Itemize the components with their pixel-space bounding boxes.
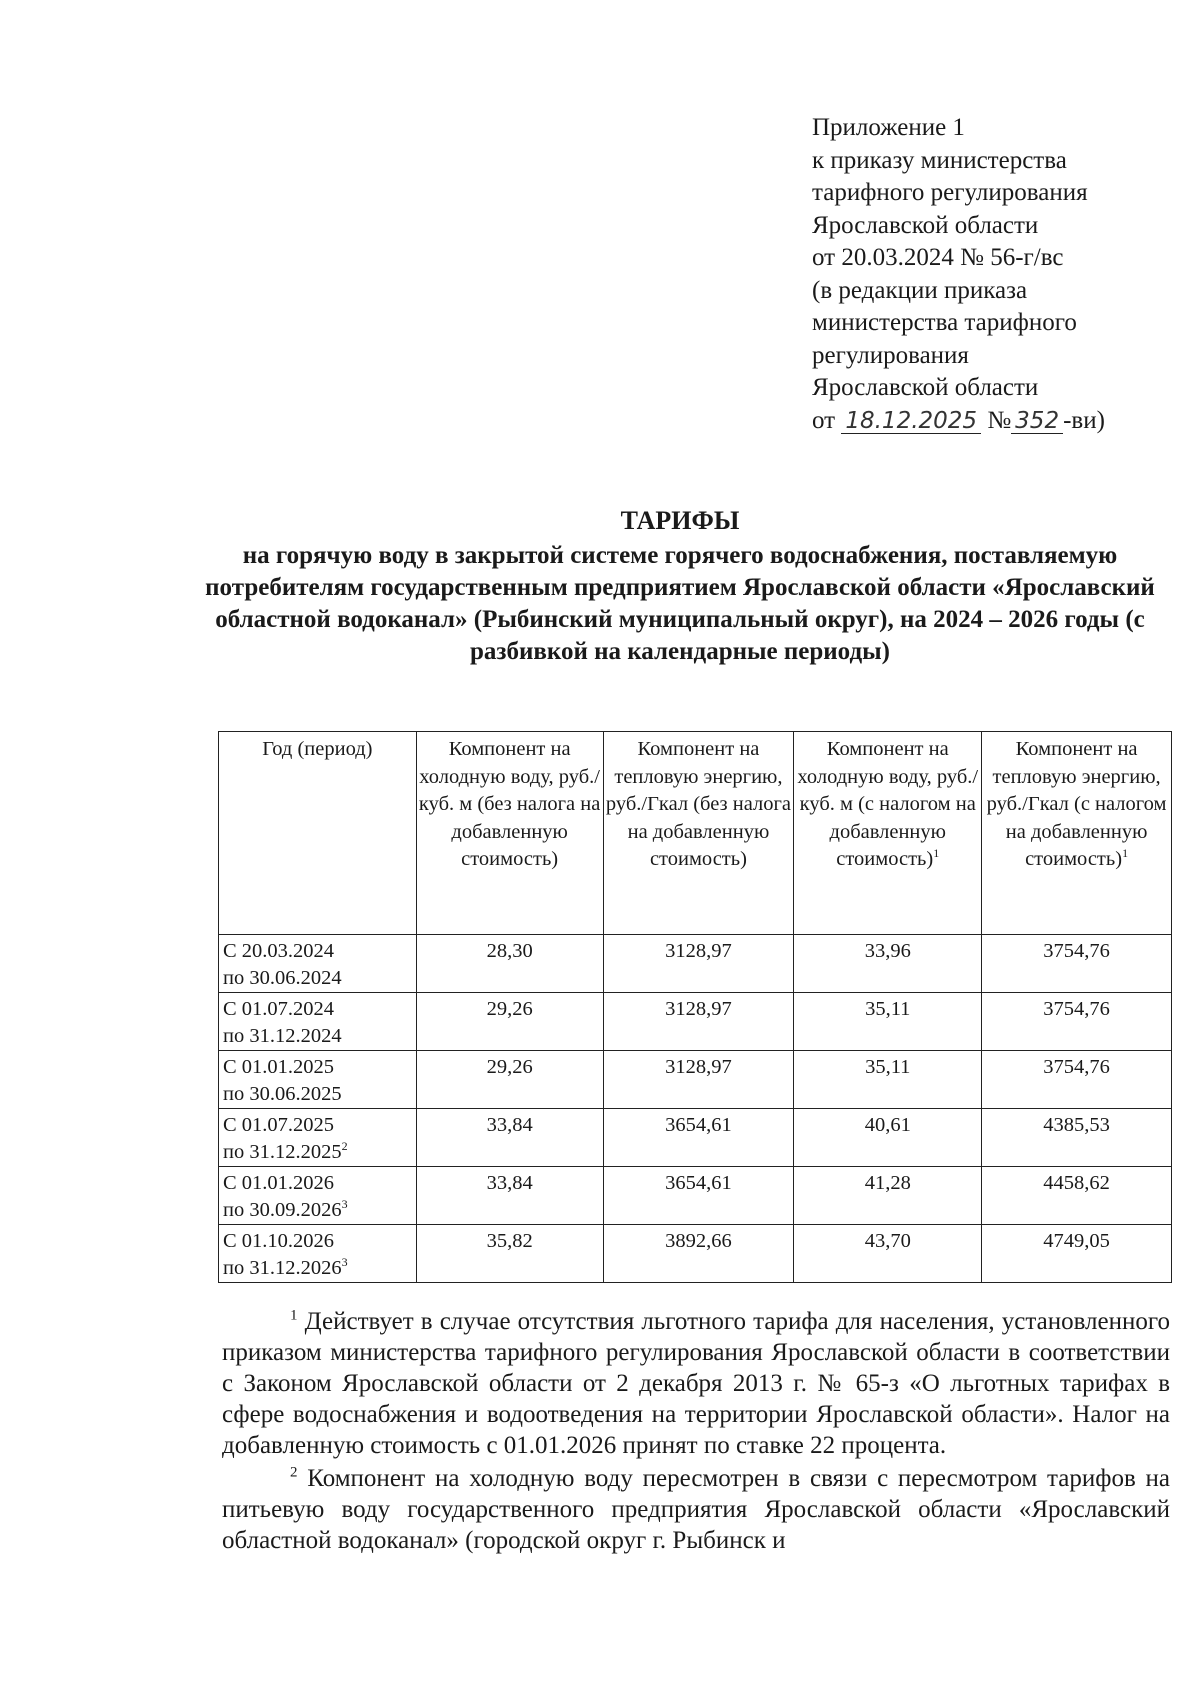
footnote-text: Действует в случае отсутствия льготного тарифа для населения, установленного приказом министерства тарифного регулирования Ярославской области в соответствии с Законом Ярославской области от 2 декабря 2013 г. № 65-з «О льготных тарифах в сфере водоснабжения и водоотведения на территории Ярославской области». Налог на добавленную стоимость с 01.01.2026 принят по ставке 22 процента. xyxy=(222,1308,1171,1459)
title-main: ТАРИФЫ xyxy=(620,506,740,535)
value-cell: 3754,76 xyxy=(982,993,1172,1051)
footnotes xyxy=(222,1306,1170,1558)
appendix-block xyxy=(812,112,1105,437)
value-cell: 33,96 xyxy=(794,935,982,993)
column-header: Год (период) xyxy=(219,732,417,935)
column-header: Компонент на тепловую энергию, руб./Гкал (без налога на добавленную стоимость) xyxy=(603,732,794,935)
table-row xyxy=(219,993,1172,1051)
appendix-last-line xyxy=(812,405,1105,438)
value-cell: 3892,66 xyxy=(603,1225,794,1283)
appendix-prefix: от xyxy=(812,406,836,434)
appendix-line: тарифного регулирования xyxy=(812,179,1088,206)
table-row xyxy=(219,1167,1172,1225)
value-cell: 35,82 xyxy=(416,1225,603,1283)
value-cell: 41,28 xyxy=(794,1167,982,1225)
appendix-line: (в редакции приказа xyxy=(812,276,1028,304)
footnote xyxy=(222,1463,1170,1556)
value-cell: 35,11 xyxy=(794,993,982,1051)
value-cell: 4385,53 xyxy=(982,1109,1172,1167)
value-cell: 33,84 xyxy=(416,1109,603,1167)
handwritten-number: 352 xyxy=(1011,409,1063,434)
value-cell: 3128,97 xyxy=(603,1051,794,1109)
value-cell: 29,26 xyxy=(416,993,603,1051)
tariff-table xyxy=(218,731,1172,1283)
table-row xyxy=(219,1225,1172,1283)
value-cell: 3128,97 xyxy=(603,993,794,1051)
table-header-row xyxy=(219,732,1172,935)
period-cell: С 01.01.2026 по 30.09.2026$^3$ xyxy=(219,1167,417,1225)
column-header: Компонент на тепловую энергию, руб./Гкал (с налогом на добавленную стоимость)$^1$ xyxy=(982,732,1172,935)
value-cell: 3654,61 xyxy=(603,1167,794,1225)
appendix-suffix: -ви) xyxy=(1063,406,1105,434)
footnote-text: Компонент на холодную воду пересмотрен в связи с пересмотром тарифов на питьевую воду государственного предприятия Ярославской области «Ярославский областной водоканал» (городской округ г. Рыбинск и xyxy=(222,1465,1171,1554)
footnote-mark: 2 xyxy=(290,1464,298,1481)
appendix-line: регулирования xyxy=(812,341,969,369)
appendix-line: Ярославской области xyxy=(812,211,1039,239)
column-header: Компонент на холодную воду, руб./ куб. м (с налогом на добавленную стоимость)$^1$ xyxy=(794,732,982,935)
value-cell: 3128,97 xyxy=(603,935,794,993)
column-header: Компонент на холодную воду, руб./ куб. м (без налога на добавленную стоимость) xyxy=(416,732,603,935)
period-cell: С 01.01.2025 по 30.06.2025 xyxy=(219,1051,417,1109)
value-cell: 43,70 xyxy=(794,1225,982,1283)
document-title xyxy=(200,505,1160,668)
appendix-line: Ярославской области xyxy=(812,374,1039,401)
period-cell: С 01.07.2024 по 31.12.2024 xyxy=(219,993,417,1051)
value-cell: 3754,76 xyxy=(982,1051,1172,1109)
handwritten-date: 18.12.2025 xyxy=(841,409,981,434)
footnote xyxy=(222,1306,1170,1461)
period-cell: С 01.10.2026 по 31.12.2026$^3$ xyxy=(219,1225,417,1283)
appendix-line: министерства тарифного xyxy=(812,309,1077,336)
table-row xyxy=(219,935,1172,993)
value-cell: 28,30 xyxy=(416,935,603,993)
period-cell: С 01.07.2025 по 31.12.2025$^2$ xyxy=(219,1109,417,1167)
value-cell: 4458,62 xyxy=(982,1167,1172,1225)
value-cell: 35,11 xyxy=(794,1051,982,1109)
appendix-line: Приложение 1 xyxy=(812,114,965,141)
footnote-mark: 1 xyxy=(290,1307,298,1324)
table-row xyxy=(219,1109,1172,1167)
value-cell: 40,61 xyxy=(794,1109,982,1167)
appendix-line: от 20.03.2024 № 56-г/вс xyxy=(812,244,1064,271)
value-cell: 3754,76 xyxy=(982,935,1172,993)
value-cell: 4749,05 xyxy=(982,1225,1172,1283)
table-row xyxy=(219,1051,1172,1109)
value-cell: 29,26 xyxy=(416,1051,603,1109)
title-subtitle: на горячую воду в закрытой системе горячего водоснабжения, поставляемую потребителям государственным предприятием Ярославской области «Ярославский областной водоканал» (Рыбинский муниципальный округ), на 2024 – 2026 годы (с разбивкой на календарные периоды) xyxy=(205,542,1155,665)
number-sign: № xyxy=(987,406,1012,434)
period-cell: С 20.03.2024 по 30.06.2024 xyxy=(219,935,417,993)
value-cell: 33,84 xyxy=(416,1167,603,1225)
appendix-line: к приказу министерства xyxy=(812,146,1067,174)
value-cell: 3654,61 xyxy=(603,1109,794,1167)
